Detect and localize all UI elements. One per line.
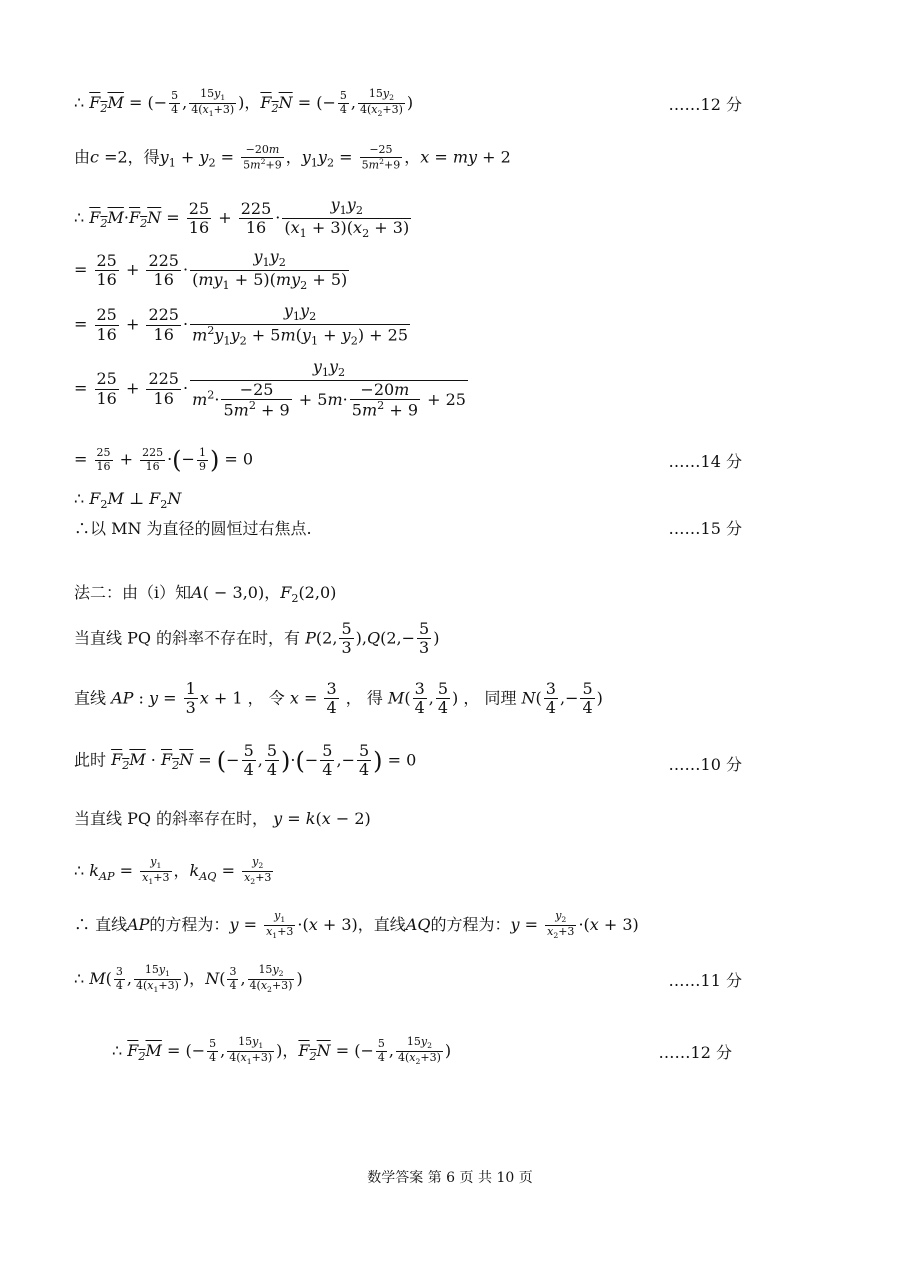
line-4: = $\frac{25}{16}$ + $\frac{225}{16}$ · $\frac{y_1y_2}{(my_1 + 5)(my_2 + 5)}$ xyxy=(74,247,348,293)
score-14: ……14 分 xyxy=(668,452,742,471)
page-footer: 数学答案 第 6 页 共 10 页 xyxy=(367,1170,533,1186)
line-8: ∴ $F_2M$ ⊥ $F_2N$ xyxy=(74,489,182,512)
line-17: ∴ M( $\frac{3}{4}$ , $\frac{15y_1}{4(x_1+3)}$ )，N( $\frac{3}{4}$ , $\frac{15y_2}{4(x_2+3)}$ ) xyxy=(74,963,303,995)
line-9: ∴以 MN 为直径的圆恒过右焦点. xyxy=(74,519,312,538)
line-7: = $\frac{25}{16}$ + $\frac{225}{16}$ ·(− $\frac{1}{9}$ ) = 0 xyxy=(74,445,254,474)
score-12-b: ……12 分 xyxy=(658,1043,732,1062)
line-10: 法二：由（i）知A( − 3,0)，$F_2(2,0)$ xyxy=(74,583,337,606)
line-13: 此时 $F_2M \cdot F_2N$ = (− $\frac{5}{4}$ , $\frac{5}{4}$ )·(− $\frac{5}{4}$ ,− $\frac{5}{4}$ ) = 0 xyxy=(74,741,417,780)
line-14: 当直线 PQ 的斜率存在时， y = k(x − 2) xyxy=(74,809,371,828)
line-18: ∴ $F_2M$ = (− $\frac{5}{4}$ , $\frac{15y_1}{4(x_1+3)}$ )，$F_2N$ = (− $\frac{5}{4}$ , $\frac{15y_2}{4(x_2+3)}$ ) xyxy=(112,1035,452,1067)
line-6: = $\frac{25}{16}$ + $\frac{225}{16}$ · $y_1y_2$ $m^2\cdot$ $\frac{-25}{5m^2 + 9}$ + 5m· $\frac{-20m}{5m^2 + 9}$ + 25 xyxy=(74,357,466,420)
score-12-a: ……12 分 xyxy=(668,95,742,114)
line-3: ∴ $F_2M\cdot F_2N$ = $\frac{25}{16}$ + $\frac{225}{16}$ · $\frac{y_1y_2}{(x_1 + 3)(x_2 + 3)}$ xyxy=(74,195,410,241)
line-16: ∴ 直线AP的方程为：y = $\frac{y_1}{x_1+3}$ ·(x + 3)，直线AQ的方程为：y = $\frac{y_2}{x_2+3}$ ·(x + 3) xyxy=(74,909,639,941)
line-1: ∴ $F_2M$ = (− $\frac{5}{4}$ , $\frac{15y_1}{4(x_1+3)}$ )，$F_2N$ = (− $\frac{5}{4}$ , $\frac{15y_2}{4(x_2+3)}$ ) xyxy=(74,87,414,119)
line-11: 当直线 PQ 的斜率不存在时，有 P(2, $\frac{5}{3}$ ),Q(2,− $\frac{5}{3}$ ) xyxy=(74,619,440,658)
score-10: ……10 分 xyxy=(668,755,742,774)
line-15: ∴ $k_{AP}$ = $\frac{y_1}{x_1+3}$ ，$k_{AQ}$ = $\frac{y_2}{x_2+3}$ xyxy=(74,855,272,887)
score-15: ……15 分 xyxy=(668,519,742,538)
line-12: 直线 AP : y = $\frac{1}{3}$ x + 1 ， 令 x = $\frac{3}{4}$ ， 得 M( $\frac{3}{4}$ , $\frac{5}{4}$ ) ， 同理 N( $\frac{3}{4}$ ,− $\frac{5}{4}$ ) xyxy=(74,679,603,718)
line-2: 由c =2，得$y_1 + y_2$ = $\frac{-20m}{5m^2+9}$ ，$y_1y_2$ = $\frac{-25}{5m^2+9}$ ，x = my + 2 xyxy=(74,143,511,172)
score-11: ……11 分 xyxy=(668,971,742,990)
line-5: = $\frac{25}{16}$ + $\frac{225}{16}$ · $\frac{y_1y_2}{m^2y_1y_2 + 5m(y_1 + y_2) + 25}$ xyxy=(74,301,409,348)
